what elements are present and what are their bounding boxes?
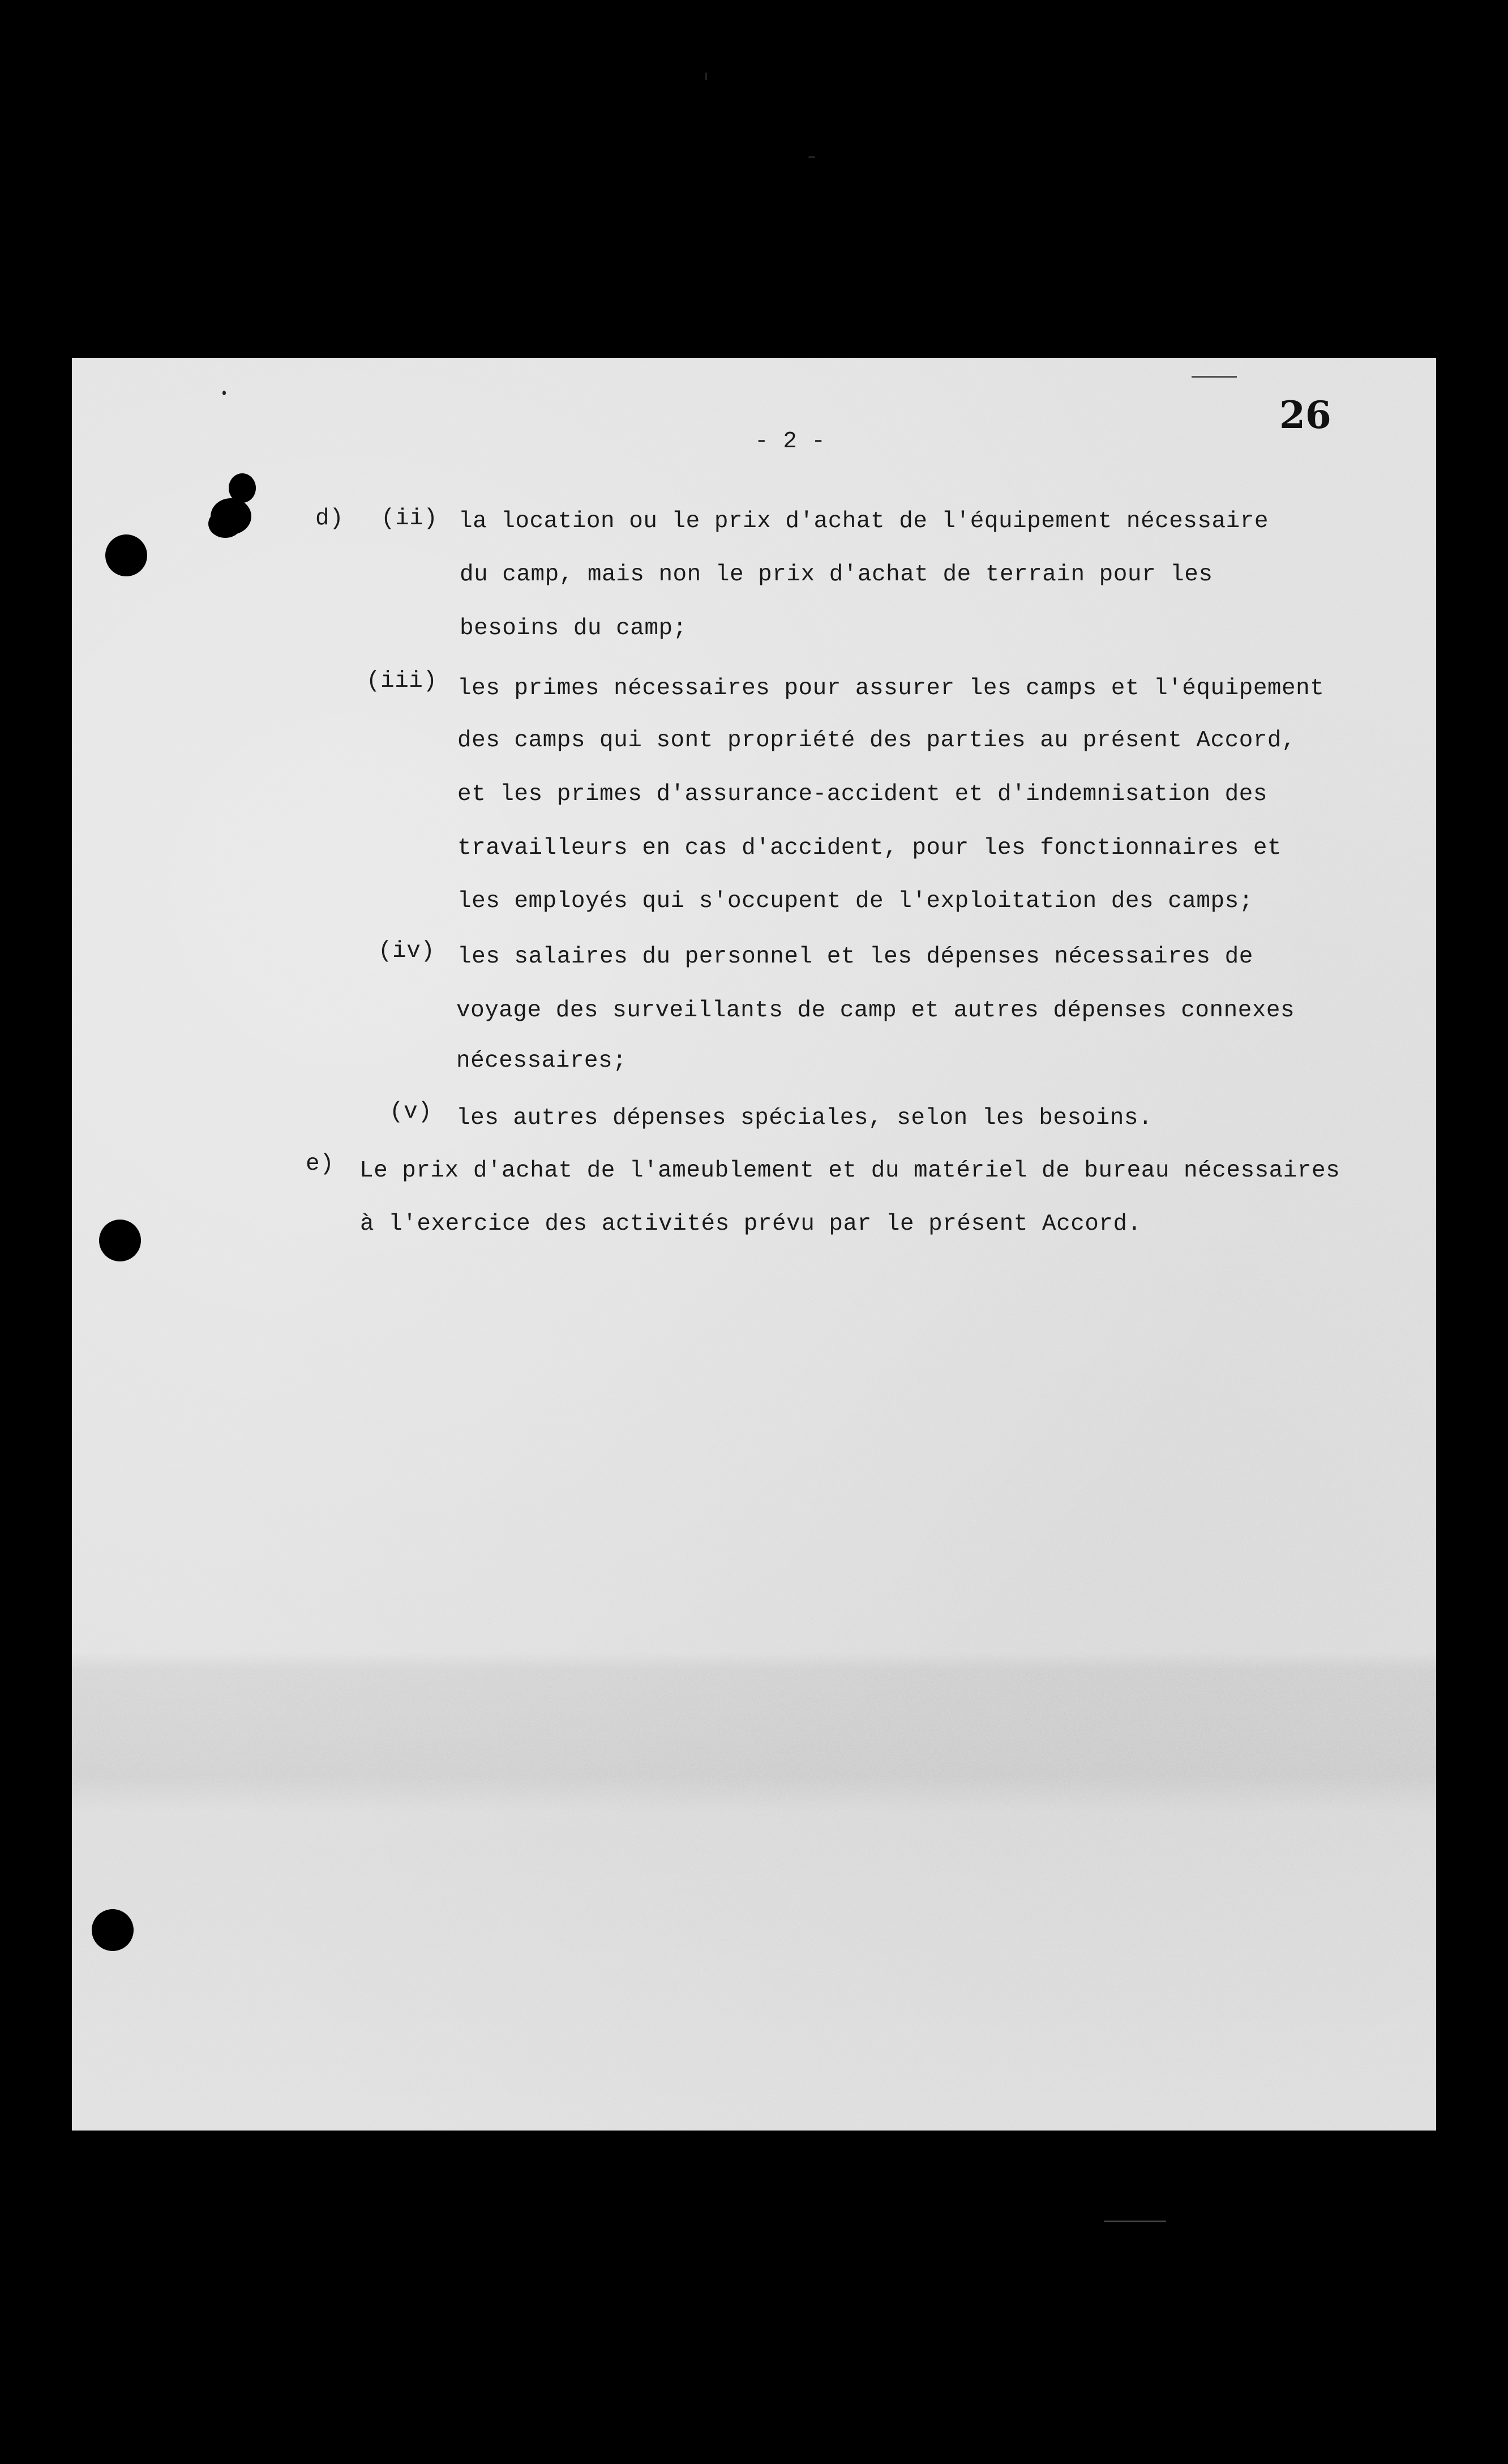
subitem-ii-line-2: du camp, mais non le prix d'achat de terrain pour les bbox=[460, 562, 1213, 588]
subitem-label-iii: (iii) bbox=[366, 668, 438, 694]
scan-mark bbox=[1192, 376, 1237, 378]
page-header: - 2 - bbox=[755, 429, 826, 455]
subitem-label-v: (v) bbox=[389, 1099, 432, 1125]
item-label-d: d) bbox=[315, 506, 344, 532]
subitem-label-iv: (iv) bbox=[378, 938, 435, 964]
item-e-line-2: à l'exercice des activités prévu par le présent Accord. bbox=[360, 1211, 1142, 1237]
punch-hole-bottom bbox=[92, 1909, 134, 1951]
subitem-ii-line-3: besoins du camp; bbox=[460, 615, 687, 641]
subitem-iv-line-3: nécessaires; bbox=[456, 1048, 627, 1074]
subitem-label-ii: (ii) bbox=[381, 506, 438, 532]
subitem-iv-line-2: voyage des surveillants de camp et autres dépenses connexes bbox=[456, 998, 1295, 1024]
punch-hole-top bbox=[105, 534, 147, 576]
subitem-iii-line-3: et les primes d'assurance-accident et d'indemnisation des bbox=[457, 781, 1267, 807]
subitem-iii-line-2: des camps qui sont propriété des parties au présent Accord, bbox=[457, 728, 1296, 754]
speck-mark bbox=[808, 156, 815, 158]
scan-mark bbox=[1104, 2221, 1166, 2222]
page-number: 26 bbox=[1279, 393, 1331, 437]
subitem-iv-line-1: les salaires du personnel et les dépenses nécessaires de bbox=[457, 944, 1253, 970]
paper-grain-texture bbox=[72, 358, 1436, 2131]
ink-blot bbox=[208, 510, 242, 538]
ink-blot bbox=[229, 473, 256, 503]
punch-hole-middle bbox=[99, 1220, 141, 1261]
subitem-iii-line-5: les employés qui s'occupent de l'exploitation des camps; bbox=[457, 888, 1253, 914]
item-label-e: e) bbox=[306, 1151, 335, 1177]
item-e-line-1: Le prix d'achat de l'ameublement et du matériel de bureau nécessaires bbox=[359, 1158, 1340, 1184]
subitem-ii-line-1: la location ou le prix d'achat de l'équipement nécessaire bbox=[459, 508, 1269, 534]
speck-mark bbox=[222, 391, 226, 395]
subitem-v-line-1: les autres dépenses spéciales, selon les besoins. bbox=[456, 1105, 1153, 1131]
subitem-iii-line-1: les primes nécessaires pour assurer les camps et l'équipement bbox=[457, 675, 1325, 701]
paper-sheet bbox=[72, 358, 1436, 2131]
speck-mark bbox=[705, 72, 707, 80]
subitem-iii-line-4: travailleurs en cas d'accident, pour les fonctionnaires et bbox=[457, 835, 1282, 861]
